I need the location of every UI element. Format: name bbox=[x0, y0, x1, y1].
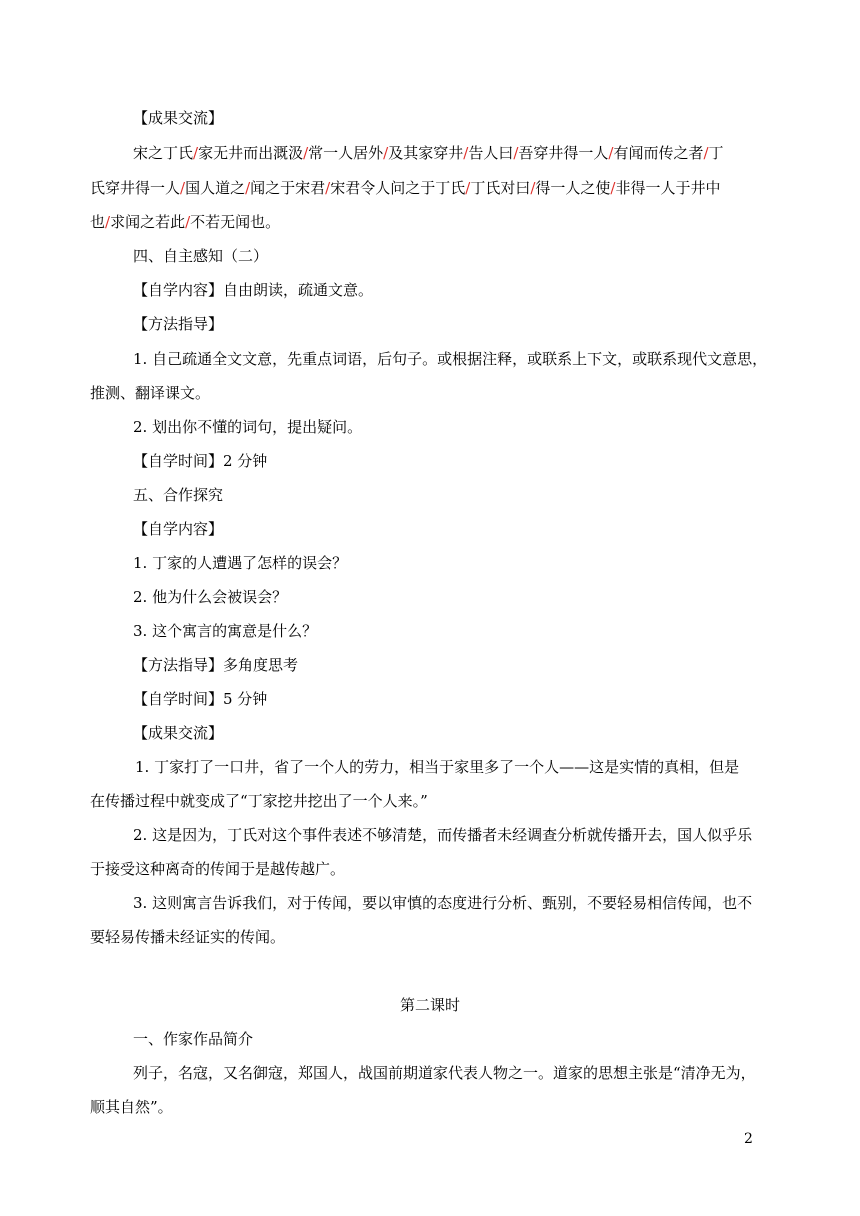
slash-mark: / bbox=[303, 144, 309, 162]
method-item-1: 1. 自己疏通全文文意，先重点词语，后句子。或根据注释，或联系上下文，或联系现代文意思， bbox=[133, 350, 768, 368]
slash-mark: / bbox=[513, 144, 519, 162]
question-2: 2. 他为什么会被误会？ bbox=[133, 588, 288, 606]
answer-3: 3. 这则寓言告诉我们，对于传闻，要以审慎的态度进行分析、甄别，不要轻易相信传闻，也不 bbox=[133, 894, 753, 912]
method-line: 【方法指导】多角度思考 bbox=[133, 656, 299, 674]
method-item-1-cont: 推测、翻译课文。 bbox=[90, 384, 211, 402]
slash-mark: / bbox=[703, 144, 709, 162]
question-3: 3. 这个寓言的寓意是什么？ bbox=[133, 622, 318, 640]
slash-mark: / bbox=[610, 179, 616, 197]
slash-mark: / bbox=[465, 179, 471, 197]
section-heading-results: 【成果交流】 bbox=[133, 109, 224, 127]
slash-mark: / bbox=[245, 179, 251, 197]
study-content-line: 【自学内容】自由朗读，疏通文意。 bbox=[133, 281, 374, 299]
slash-mark: / bbox=[105, 213, 111, 231]
slash-mark: / bbox=[193, 144, 199, 162]
slash-mark: / bbox=[463, 144, 469, 162]
slash-mark: / bbox=[608, 144, 614, 162]
passage-line-1: 宋之丁氏/家无井而出溉汲/常一人居外/及其家穿井/告人曰/吾穿井得一人/有闻而传之者/丁 bbox=[133, 144, 724, 162]
question-1: 1. 丁家的人遭遇了怎样的误会？ bbox=[133, 554, 348, 572]
author-bio-cont: 顺其自然”。 bbox=[90, 1098, 173, 1116]
study-time-line: 【自学时间】2 分钟 bbox=[133, 452, 268, 470]
results-heading-2: 【成果交流】 bbox=[133, 724, 224, 742]
section-heading-1: 一、作家作品简介 bbox=[133, 1030, 254, 1048]
slash-mark: / bbox=[383, 144, 389, 162]
study-content-heading: 【自学内容】 bbox=[133, 520, 224, 538]
answer-3-cont: 要轻易传播未经证实的传闻。 bbox=[90, 928, 286, 946]
answer-1-cont: 在传播过程中就变成了“丁家挖井挖出了一个人来。” bbox=[90, 792, 428, 810]
answer-1: 1. 丁家打了一口井，省了一个人的劳力，相当于家里多了一个人——这是实情的真相，但是 bbox=[135, 758, 740, 776]
answer-2-cont: 于接受这种离奇的传闻于是越传越广。 bbox=[90, 860, 346, 878]
slash-mark: / bbox=[325, 179, 331, 197]
slash-mark: / bbox=[180, 179, 186, 197]
slash-mark: / bbox=[185, 213, 191, 231]
method-item-2: 2. 划出你不懂的词句，提出疑问。 bbox=[133, 418, 363, 436]
slash-mark: / bbox=[530, 179, 536, 197]
passage-line-3: 也/求闻之若此/不若无闻也。 bbox=[90, 213, 281, 231]
answer-2: 2. 这是因为，丁氏对这个事件表述不够清楚，而传播者未经调查分析就传播开去，国人似乎乐 bbox=[133, 826, 753, 844]
section-heading-5: 五、合作探究 bbox=[133, 486, 224, 504]
lesson-title: 第二课时 bbox=[399, 996, 460, 1014]
page-number: 2 bbox=[744, 1131, 753, 1147]
author-bio: 列子，名寇，又名御寇，郑国人，战国前期道家代表人物之一。道家的思想主张是“清净无为， bbox=[133, 1064, 756, 1082]
passage-line-2: 氏穿井得一人/国人道之/闻之于宋君/宋君令人问之于丁氏/丁氏对曰/得一人之使/非得一人于井中 bbox=[90, 179, 721, 197]
study-time-line-2: 【自学时间】5 分钟 bbox=[133, 690, 268, 708]
method-heading: 【方法指导】 bbox=[133, 315, 224, 333]
section-heading-4: 四、自主感知（二） bbox=[133, 247, 269, 265]
